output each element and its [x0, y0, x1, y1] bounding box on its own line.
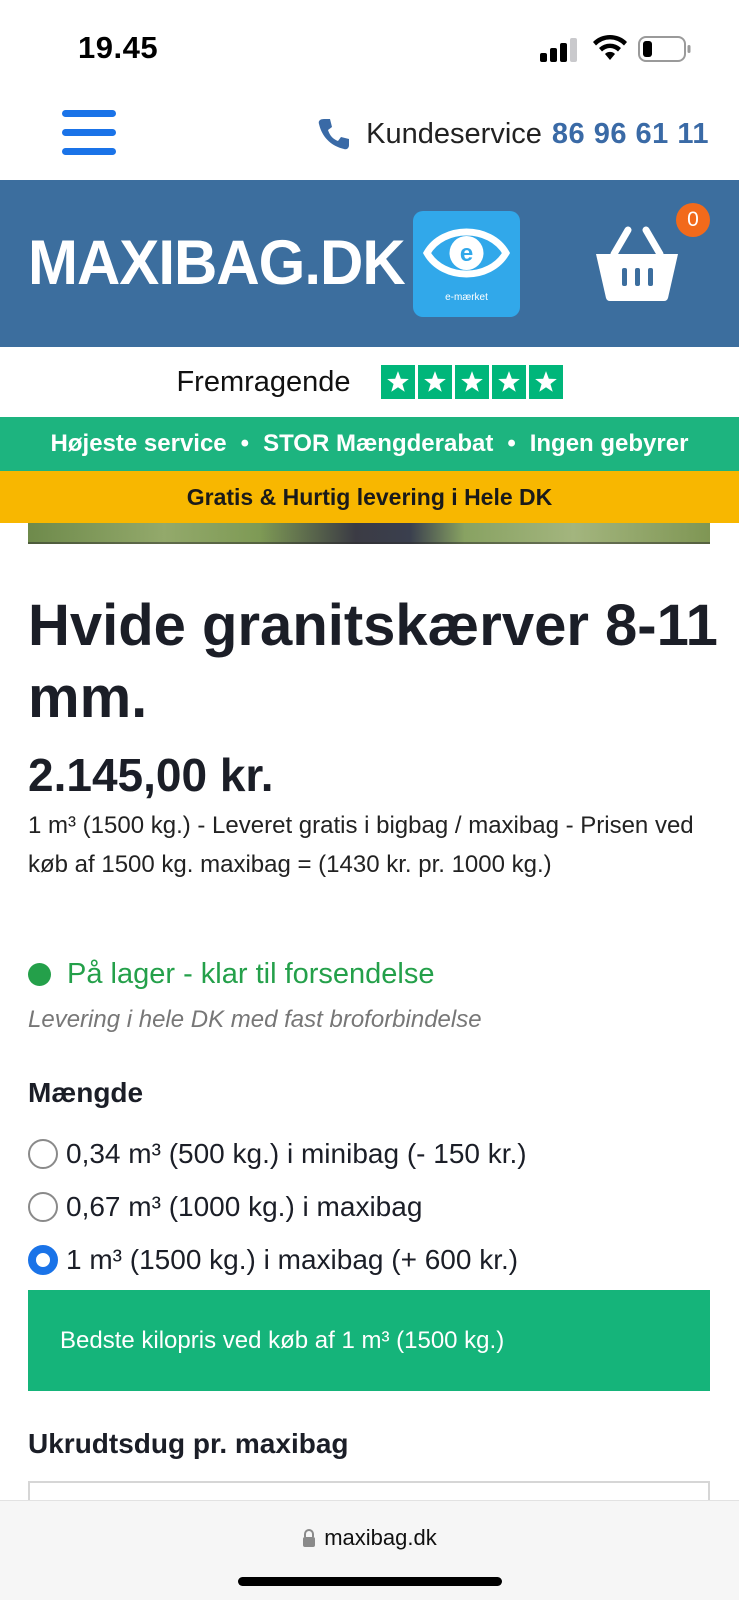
best-price-note: Bedste kilopris ved køb af 1 m³ (1500 kg.) — [28, 1290, 710, 1391]
cart-count-badge: 0 — [676, 203, 710, 237]
stock-status — [28, 958, 435, 991]
emaerket-badge[interactable] — [413, 211, 520, 317]
rating-label: Fremragende — [176, 365, 351, 398]
usp-no-fees: Ingen gebyrer — [529, 430, 689, 457]
rating-stars — [381, 365, 563, 399]
svg-text:e: e — [459, 240, 474, 267]
quantity-option-label: 1 m³ (1500 kg.) i maxibag (+ 600 kr.) — [66, 1244, 519, 1275]
browser-toolbar — [0, 1500, 739, 1600]
top-nav — [0, 96, 739, 180]
star-icon — [455, 365, 489, 399]
shopping-basket-icon[interactable] — [594, 226, 680, 302]
star-icon — [492, 365, 526, 399]
status-time: 19.45 — [78, 30, 159, 65]
phone-icon — [316, 116, 352, 152]
product-description: 1 m³ (1500 kg.) - Leveret gratis i bigbag / maxibag - Prisen ved køb af 1500 kg. maxibag = (1430 kr. pr. 1000 kg.) — [28, 812, 694, 878]
quantity-option-minibag[interactable] — [28, 1138, 527, 1170]
delivery-note: Levering i hele DK med fast broforbindelse — [28, 1006, 482, 1033]
battery-icon — [638, 36, 692, 62]
radio-button[interactable] — [28, 1139, 58, 1169]
trustpilot-rating[interactable] — [0, 347, 739, 417]
customer-service-phone[interactable]: 86 96 61 11 — [551, 117, 709, 150]
quantity-label: Mængde — [28, 1077, 144, 1108]
usp-discount: STOR Mængderabat — [263, 430, 494, 457]
quantity-option-label: 0,34 m³ (500 kg.) i minibag (- 150 kr.) — [66, 1138, 527, 1169]
wifi-icon — [592, 34, 628, 62]
quantity-option-1500kg[interactable] — [28, 1244, 518, 1276]
star-icon — [381, 365, 415, 399]
cellular-signal-icon — [540, 38, 578, 62]
delivery-banner: Gratis & Hurtig levering i Hele DK — [0, 471, 739, 523]
address-bar[interactable] — [0, 1525, 739, 1551]
usp-bar — [0, 417, 739, 471]
url-text: maxibag.dk — [324, 1525, 437, 1550]
stock-status-text: På lager - klar til forsendelse — [67, 958, 435, 990]
radio-button-selected[interactable] — [28, 1245, 58, 1275]
usp-separator: • — [240, 430, 250, 457]
usp-service: Højeste service — [50, 430, 227, 457]
quantity-option-label: 0,67 m³ (1000 kg.) i maxibag — [66, 1191, 423, 1222]
status-bar — [0, 0, 739, 96]
customer-service-label: Kundeservice — [366, 117, 542, 150]
product-price: 2.145,00 kr. — [28, 749, 274, 801]
product-title: Hvide granitskærver 8-11 mm. — [28, 593, 718, 730]
in-stock-dot-icon — [28, 963, 51, 986]
radio-button[interactable] — [28, 1192, 58, 1222]
star-icon — [418, 365, 452, 399]
emaerket-label: e-mærket — [445, 292, 488, 303]
quantity-option-1000kg[interactable] — [28, 1191, 422, 1223]
lock-icon — [302, 1529, 316, 1547]
weed-cloth-label: Ukrudtsdug pr. maxibag — [28, 1428, 349, 1459]
emaerket-eye-icon — [413, 211, 520, 291]
star-icon — [529, 365, 563, 399]
customer-service-link[interactable] — [316, 116, 709, 152]
home-indicator[interactable] — [238, 1577, 502, 1586]
usp-separator: • — [507, 430, 516, 457]
site-header — [0, 180, 739, 347]
menu-icon[interactable] — [62, 110, 116, 156]
site-logo[interactable]: MAXIBAG.DK — [28, 227, 405, 298]
product-image[interactable] — [28, 523, 710, 544]
